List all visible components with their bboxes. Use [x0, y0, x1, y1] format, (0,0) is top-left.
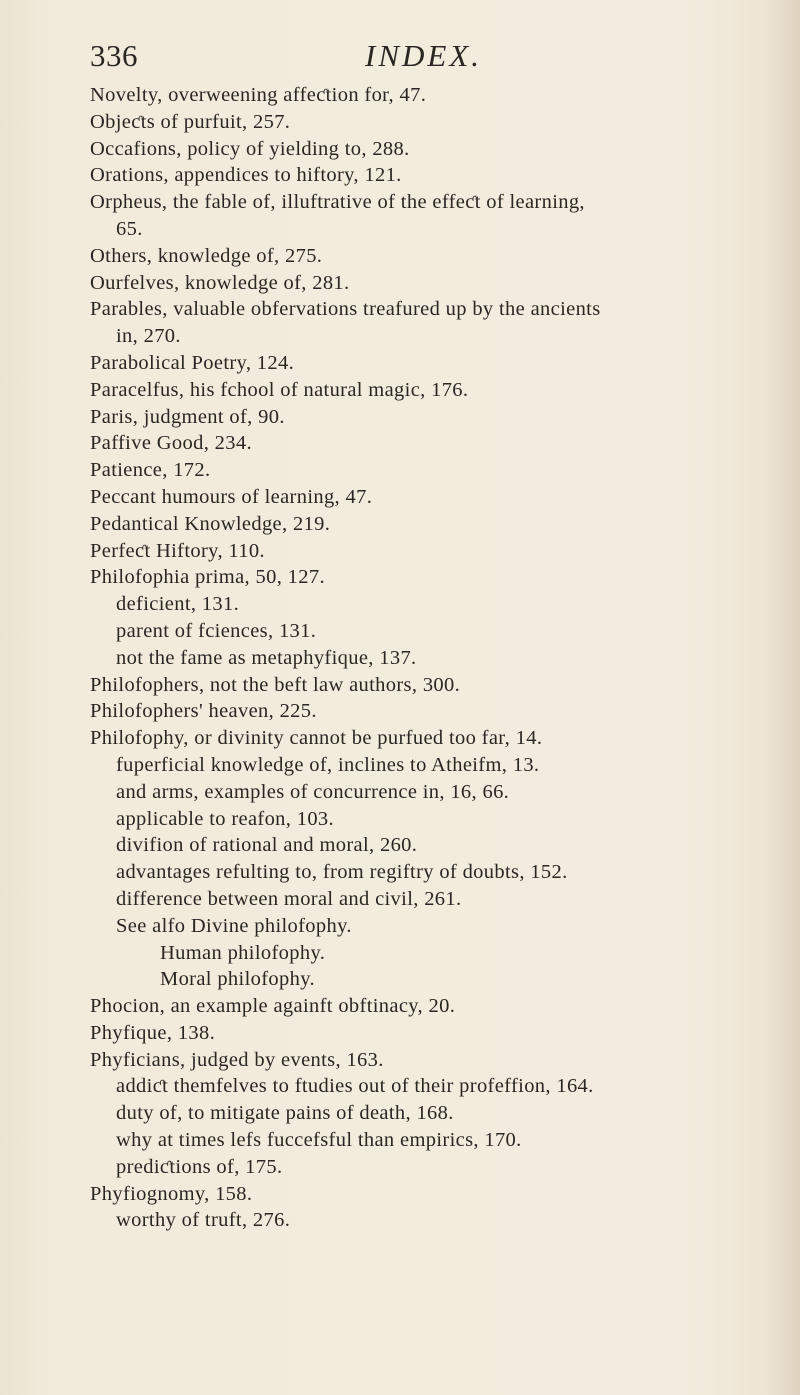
index-entry: Others, knowledge of, 275. [90, 244, 323, 267]
index-subentry: duty of, to mitigate pains of death, 168. [116, 1102, 454, 1125]
index-subentry: applicable to reafon, 103. [116, 807, 335, 830]
index-entry: Phocion, an example againft obftinacy, 20. [90, 995, 456, 1018]
index-entry-continuation: in, 270. [116, 325, 181, 348]
running-head: INDEX. [365, 38, 483, 73]
index-subentry: Human philofophy. [160, 941, 326, 964]
index-entry-continuation: 65. [116, 217, 143, 240]
index-entry: Phyfique, 138. [90, 1021, 216, 1044]
index-subentry: difference between moral and civil, 261. [116, 887, 462, 910]
index-subentry: divifion of rational and moral, 260. [116, 834, 418, 857]
index-entry: Orations, appendices to hiftory, 121. [90, 164, 402, 187]
index-entry: Phyficians, judged by events, 163. [90, 1048, 384, 1071]
index-subentry: worthy of truft, 276. [116, 1209, 291, 1232]
index-entry: Paris, judgment of, 90. [90, 405, 285, 428]
index-entry: Paracelfus, his fchool of natural magic, 176. [90, 378, 469, 401]
index-entry: Pedantical Knowledge, 219. [90, 512, 331, 535]
index-entry: Peccant humours of learning, 47. [90, 485, 373, 508]
index-subentry: and arms, examples of concurrence in, 16, 66. [116, 780, 510, 803]
index-subentry: parent of fciences, 131. [116, 619, 317, 642]
index-entry: Orpheus, the fable of, illuftrative of the effeƈt of learning, [90, 191, 585, 214]
index-entry: Patience, 172. [90, 459, 211, 482]
index-subentry: deficient, 131. [116, 593, 240, 616]
index-entry: Philofophy, or divinity cannot be purfued too far, 14. [90, 727, 543, 750]
index-entry: Philofophia prima, 50, 127. [90, 566, 325, 589]
page-edge-shadow [766, 0, 800, 1395]
index-subentry: prediƈtions of, 175. [116, 1155, 283, 1178]
index-entry: Parabolical Poetry, 124. [90, 351, 295, 374]
index-entry: Novelty, overweening affeƈtion for, 47. [90, 84, 427, 106]
page-header [90, 38, 750, 88]
index-entry: Paffive Good, 234. [90, 432, 252, 455]
index-subentry: why at times lefs fuccefsful than empirics, 170. [116, 1129, 522, 1152]
index-subentry: advantages refulting to, from regiftry of doubts, 152. [116, 861, 568, 884]
index-entry: Parables, valuable obfervations treafured up by the ancients [90, 298, 601, 321]
index-entry: Objeƈts of purfuit, 257. [90, 110, 291, 133]
index-subentry: fuperficial knowledge of, inclines to Atheifm, 13. [116, 753, 540, 776]
index-subentry: See alfo Divine philofophy. [116, 914, 352, 937]
index-entry: Ourfelves, knowledge of, 281. [90, 271, 350, 294]
index-subentry: not the fame as metaphyfique, 137. [116, 646, 417, 669]
index-entry: Philofophers, not the beft law authors, 300. [90, 673, 461, 696]
index-entry: Perfeƈt Hiftory, 110. [90, 539, 265, 562]
index-entry-list [90, 82, 770, 1234]
page-number: 336 [90, 38, 138, 73]
index-entry: Philofophers' heaven, 225. [90, 700, 317, 723]
index-subentry: Moral philofophy. [160, 968, 315, 991]
index-entry: Phyfiognomy, 158. [90, 1182, 253, 1205]
index-subentry: addiƈt themfelves to ftudies out of their profeffion, 164. [116, 1075, 594, 1098]
index-entry: Occafions, policy of yielding to, 288. [90, 137, 410, 160]
